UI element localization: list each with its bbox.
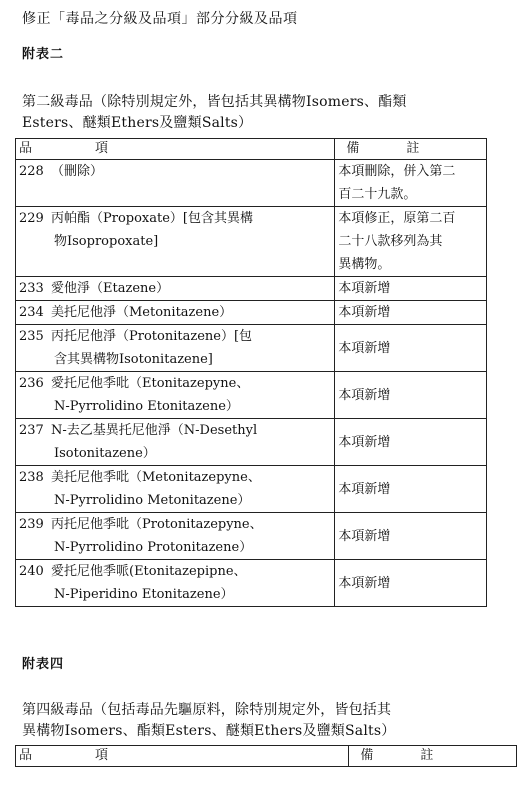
note-text-line3: 異構物。 (338, 257, 391, 272)
item-cell (16, 301, 335, 325)
header-item-char-2: 項 (95, 141, 110, 156)
item-number: 228 (19, 164, 44, 179)
schedule-4-category-line2: 異構物Isomers、酯類Esters、醚類Ethers及鹽類Salts） (22, 723, 396, 739)
table-row (16, 513, 487, 560)
table-row (16, 301, 487, 325)
attachment-2-label: 附表二 (22, 47, 65, 62)
header-note-char-2: 註 (406, 141, 421, 156)
item-text-line1: 愛托尼他季哌(Etonitazepipne、 (51, 564, 247, 579)
item-number: 234 (19, 305, 44, 320)
header-item-char-1: 品 (19, 141, 34, 156)
item-text-line2: 含其異構物Isotonitazene] (54, 352, 213, 367)
header-note-char-2: 註 (420, 748, 435, 763)
item-cell (16, 372, 335, 419)
item-text-line1: 美托尼他季吡（Metonitazepyne、 (51, 470, 261, 485)
item-number: 238 (19, 470, 44, 485)
schedule-4-category-line1: 第四級毒品（包括毒品先驅原料，除特別規定外，皆包括其 (22, 702, 392, 718)
item-text-line2: N-Pyrrolidino Etonitazene） (54, 399, 239, 414)
note-text-line1: 本項新增 (338, 340, 391, 356)
item-text-line1: 美托尼他淨（Metonitazene） (51, 305, 233, 320)
item-number: 240 (19, 564, 44, 579)
header-item-char-1: 品 (19, 748, 34, 763)
schedule-2-category-line2: Esters、醚類Ethers及鹽類Salts） (22, 115, 253, 131)
header-note-cell (335, 139, 487, 160)
table-row (16, 419, 487, 466)
item-text-line1: 丙托尼他淨（Protonitazene）[包 (51, 329, 253, 344)
item-text-line1: 丙帕酯（Propoxate）[包含其異構 (51, 211, 254, 226)
item-cell (16, 513, 335, 560)
item-number: 236 (19, 376, 44, 391)
item-number: 229 (19, 211, 44, 226)
note-text-line1: 本項新增 (338, 481, 391, 497)
attachment-4-label: 附表四 (22, 657, 65, 672)
note-cell (335, 325, 487, 372)
item-text-line2: N-Pyrrolidino Metonitazene） (54, 493, 251, 508)
header-item-cell (16, 746, 349, 767)
table-header-row (16, 746, 517, 767)
note-cell (335, 301, 487, 325)
header-note-char-1: 備 (360, 748, 375, 763)
note-cell (335, 160, 487, 207)
item-text-line2: 物Isopropoxate] (54, 234, 159, 249)
item-cell (16, 560, 335, 607)
header-note-char-1: 備 (346, 141, 361, 156)
schedule-2-table (15, 138, 487, 607)
note-text-line1: 本項新增 (338, 305, 391, 320)
item-cell (16, 466, 335, 513)
item-text-line2: N-Piperidino Etonitazene） (54, 587, 234, 602)
item-text-line2: N-Pyrrolidino Protonitazene） (54, 540, 253, 555)
item-text-line1: 愛托尼他季吡（Etonitazepyne、 (51, 376, 250, 391)
note-text-line1: 本項新增 (338, 528, 391, 544)
table-row (16, 160, 487, 207)
note-text-line1: 本項新增 (338, 281, 391, 296)
item-number: 237 (19, 423, 44, 438)
note-cell (335, 513, 487, 560)
note-cell (335, 207, 487, 277)
note-cell (335, 372, 487, 419)
header-note-cell (349, 746, 517, 767)
note-cell (335, 277, 487, 301)
header-item-char-2: 項 (95, 748, 110, 763)
item-number: 233 (19, 281, 44, 296)
table-row (16, 372, 487, 419)
table-row (16, 325, 487, 372)
schedule-4-table (15, 745, 517, 767)
schedule-2-category-line1: 第二級毒品（除特別規定外，皆包括其異構物Isomers、酯類 (22, 94, 407, 110)
note-text-line2: 二十八款移列為其 (338, 234, 443, 249)
note-text-line1: 本項新增 (338, 575, 391, 591)
table-header-row (16, 139, 487, 160)
note-text-line2: 百二十九款。 (338, 187, 417, 202)
note-cell (335, 419, 487, 466)
document-title: 修正「毒品之分級及品項」部分分級及品項 (22, 11, 298, 27)
item-cell (16, 207, 335, 277)
note-text-line1: 本項修正，原第二百 (338, 211, 456, 226)
item-cell (16, 160, 335, 207)
note-cell (335, 466, 487, 513)
table-row (16, 277, 487, 301)
item-text-line1: 丙托尼他季吡（Protonitazepyne、 (51, 517, 263, 532)
item-text-line1: N-去乙基異托尼他淨（N-Desethyl (51, 423, 258, 438)
item-number: 235 (19, 329, 44, 344)
table-row (16, 207, 487, 277)
item-cell (16, 325, 335, 372)
note-text-line1: 本項新增 (338, 434, 391, 450)
item-text-line2: Isotonitazene） (54, 446, 156, 461)
note-cell (335, 560, 487, 607)
table-row (16, 560, 487, 607)
item-number: 239 (19, 517, 44, 532)
header-item-cell (16, 139, 335, 160)
table-row (16, 466, 487, 513)
item-cell (16, 277, 335, 301)
item-text-line1: （刪除） (51, 164, 104, 179)
item-text-line1: 愛他淨（Etazene） (51, 281, 170, 296)
note-text-line1: 本項新增 (338, 387, 391, 403)
note-text-line1: 本項刪除，併入第二 (338, 164, 456, 179)
item-cell (16, 419, 335, 466)
